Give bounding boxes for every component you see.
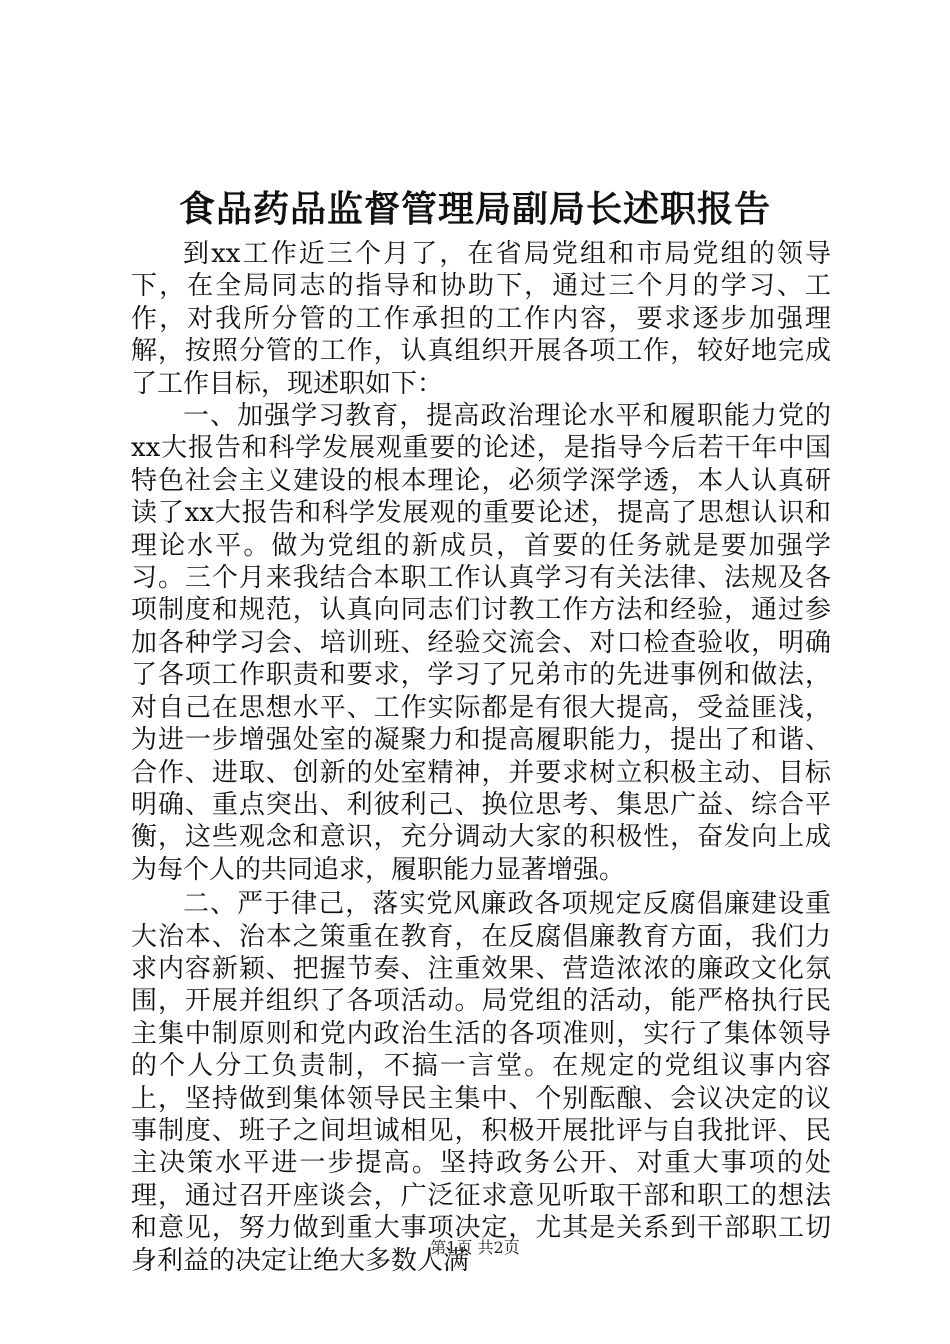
- document-title: 食品药品监督管理局副局长述职报告: [178, 188, 771, 230]
- document-body: [131, 238, 831, 1277]
- paragraph-section-1: 一、加强学习教育，提高政治理论水平和履职能力党的xx大报告和科学发展观重要的论述，是指导今后若干年中国特色社会主义建设的根本理论，必须学深学透，本人认真研读了xx大报告和科学发展观的重要论述，提高了思想认识和理论水平。做为党组的新成员，首要的任务就是要加强学习。三个月来我结合本职工作认真学习有关法律、法规及各项制度和规范，认真向同志们讨教工作方法和经验，通过参加各种学习会、培训班、经验交流会、对口检查验收，明确了各项工作职责和要求，学习了兄弟市的先进事例和做法，对自己在思想水平、工作实际都是有很大提高，受益匪浅，为进一步增强处室的凝聚力和提高履职能力，提出了和谐、合作、进取、创新的处室精神，并要求树立积极主动、目标明确、重点突出、利彼利己、换位思考、集思广益、综合平衡，这些观念和意识，充分调动大家的积极性，奋发向上成为每个人的共同追求，履职能力显著增强。: [131, 401, 831, 885]
- paragraph-section-2: 二、严于律己，落实党风廉政各项规定反腐倡廉建设重大治本、治本之策重在教育，在反腐倡廉教育方面，我们力求内容新颖、把握节奏、注重效果、营造浓浓的廉政文化氛围，开展并组织了各项活动。局党组的活动，能严格执行民主集中制原则和党内政治生活的各项准则，实行了集体领导的个人分工负责制，不搞一言堂。在规定的党组议事内容上，坚持做到集体领导民主集中、个别酝酿、会议决定的议事制度、班子之间坦诚相见，积极开展批评与自我批评、民主决策水平进一步提高。坚持政务公开、对重大事项的处理，通过召开座谈会，广泛征求意见听取干部和职工的想法和意见，努力做到重大事项决定，尤其是关系到干部职工切身利益的决定让绝大多数人满: [131, 889, 831, 1276]
- paragraph-intro: 到xx工作近三个月了，在省局党组和市局党组的领导下，在全局同志的指导和协助下，通过三个月的学习、工作，对我所分管的工作承担的工作内容，要求逐步加强理解，按照分管的工作，认真组织开展各项工作，较好地完成了工作目标，现述职如下：: [131, 239, 831, 399]
- page-number-footer: 第1页 共2页: [430, 1238, 520, 1257]
